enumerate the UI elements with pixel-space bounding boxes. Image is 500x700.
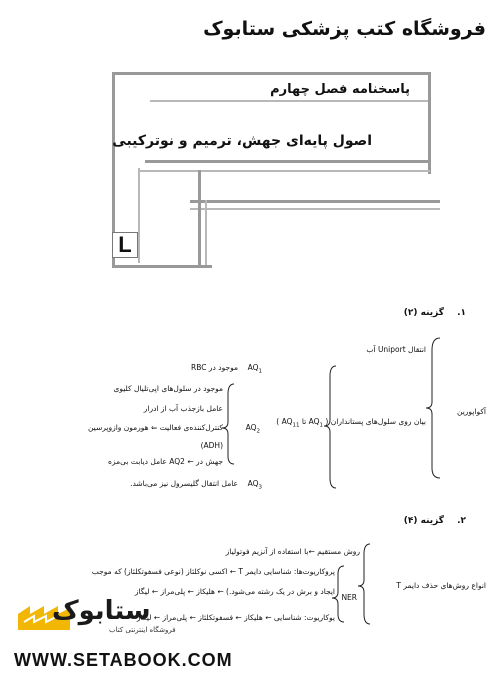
q1-uniport: انتقال Uniport آب xyxy=(366,345,426,354)
q2-direct: روش مستقیم ←با استفاده از آنزیم فوتولیاز xyxy=(225,547,360,556)
aq1-desc: موجود در RBC xyxy=(191,363,238,372)
q2-number: ۲. xyxy=(457,516,466,526)
q1-answer: گزینه (۲) xyxy=(403,308,444,318)
store-title: فروشگاه کتب پزشکی ستابوک xyxy=(203,18,486,40)
setabook-logo xyxy=(14,596,204,638)
website-url[interactable]: WWW.SETABOOK.COM xyxy=(14,650,233,670)
aq3-label: $AQ_3$ xyxy=(247,479,262,491)
logo-subtitle: فروشگاه اینترنتی کتاب xyxy=(109,626,176,634)
chapter-letter: L xyxy=(112,232,138,258)
aq2-item: عامل بازجذب آب از ادرار xyxy=(143,404,223,413)
q2-answer: گزینه (۴) xyxy=(403,516,444,526)
aq2-label: $AQ_2$ xyxy=(245,423,260,435)
ner-item: ایجاد و برش در یک رشته می‌شود.) ← هلیکاز ← پلی‌مراز ← لیگاز xyxy=(134,587,335,596)
q1-root-brace xyxy=(426,338,440,478)
aq2-item: موجود در سلول‌های اپی‌تلیال کلیوی xyxy=(113,384,223,393)
q2-ner-label: NER xyxy=(341,593,357,602)
q1-branch: بیان روی سلول‌های پستانداران ( $AQ_1$ تا $AQ_{11}$ ) xyxy=(276,417,426,429)
aq3-desc: عامل انتقال گلیسرول نیز می‌باشد. xyxy=(130,479,238,488)
ner-item: یوکاریوت: شناسایی ← هلیکاز ← فسفوتکلئاز ← پلی‌مراز ← لیگاز xyxy=(136,613,335,622)
q1-number: ۱. xyxy=(457,308,466,318)
aq2-item: کنترل‌کننده‌ی فعالیت ⇐ هورمون وازوپرسین xyxy=(87,423,223,432)
aq2-item: جهش در ← AQ2 عامل دیابت بی‌مزه xyxy=(108,457,223,466)
logo-text: ستابوک xyxy=(52,596,151,626)
q1-root: آکواپورین xyxy=(457,407,486,416)
aq2-brace xyxy=(222,384,234,464)
chapter-topic: اصول پایه‌ای جهش، ترمیم و نوترکیبی xyxy=(112,133,372,149)
aq2-item: (ADH) xyxy=(200,441,223,450)
ner-item: پروکاریوت‌ها: شناسایی دایمر T ← اکسی نوکلئاز (نوعی فسفوتکلئاز) که موجب xyxy=(91,567,335,576)
q2-root-brace xyxy=(358,544,370,624)
aq1-label: $AQ_1$ xyxy=(247,363,262,375)
q2-root: انواع روش‌های حذف دایمر T xyxy=(396,581,486,590)
chapter-label: پاسخنامه فصل چهارم xyxy=(270,82,410,97)
